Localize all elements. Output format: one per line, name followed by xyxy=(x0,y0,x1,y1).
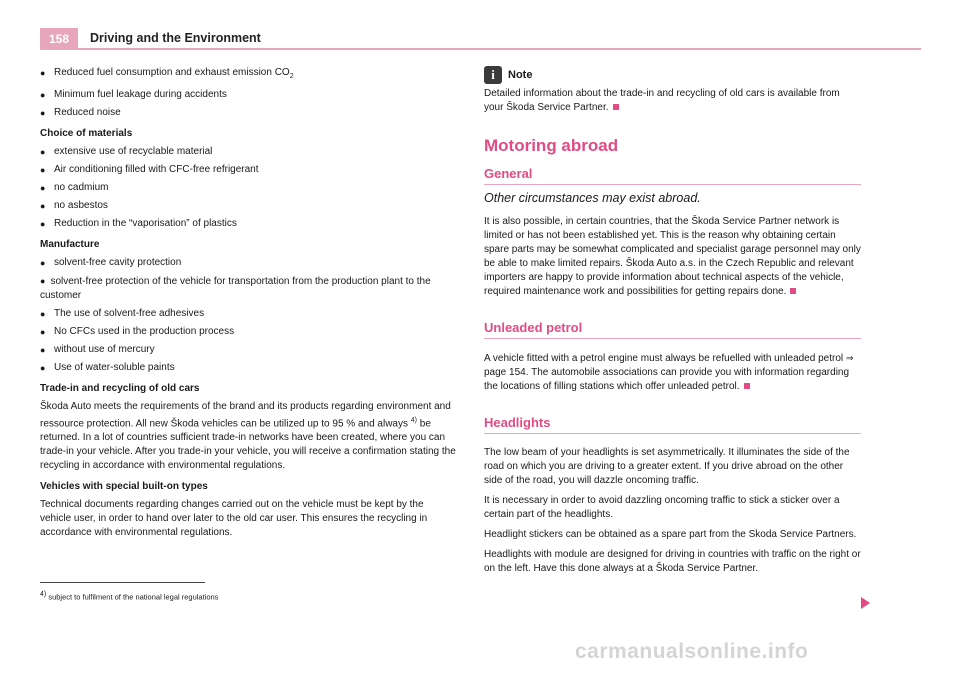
materials-heading: Choice of materials xyxy=(40,128,133,139)
unleaded-heading: Unleaded petrol xyxy=(484,321,861,339)
left-column xyxy=(40,66,456,546)
headlights-paragraph: The low beam of your headlights is set asymmetrically. It illuminates the side of the road on which you are driving to a greater extent. If you drive abroad on the other side of the road, you will dazzle oncoming traffic. xyxy=(484,447,850,486)
headlights-paragraph: It is necessary in order to avoid dazzling oncoming traffic to stick a sticker over a certain part of the headlights. xyxy=(484,495,840,520)
bullet-icon: ● xyxy=(40,90,46,100)
bullet-icon: ● xyxy=(40,108,46,118)
bullet-icon: ● xyxy=(40,327,46,337)
headlights-paragraph: Headlight stickers can be obtained as a spare part from the Skoda Service Partners. xyxy=(484,529,857,540)
page-number: 158 xyxy=(40,28,78,50)
end-of-section-icon xyxy=(613,104,619,110)
bullet-icon: ● xyxy=(40,258,46,268)
bullet-icon: ● xyxy=(40,183,46,193)
list-item: ● Reduction in the “vaporisation” of plastics xyxy=(40,218,237,229)
list-item: ● Minimum fuel leakage during accidents xyxy=(40,89,227,100)
page-header xyxy=(0,0,960,50)
special-paragraph: Technical documents regarding changes carried out on the vehicle must be kept by the vehicle user, in order to hand over later to the old car user. This ensures the recycling in accordance with environmental regulations. xyxy=(40,499,428,539)
list-item: ● extensive use of recyclable material xyxy=(40,146,213,157)
list-item: ● no cadmium xyxy=(40,182,109,193)
end-of-section-icon xyxy=(744,383,750,389)
header-rule xyxy=(40,48,921,50)
list-item: ● No CFCs used in the production process xyxy=(40,326,235,337)
footnote-ref: 4) xyxy=(410,417,418,424)
running-title: Driving and the Environment xyxy=(90,31,261,45)
cross-reference-arrow-icon: ⇒ xyxy=(845,353,854,363)
note-text: Detailed information about the trade-in and recycling of old cars is available from your Škoda Service Partner. xyxy=(484,88,840,113)
bullet-icon: ● xyxy=(40,201,46,211)
list-item: ● solvent-free protection of the vehicle for transportation from the production plant to the customer xyxy=(40,276,431,301)
tradein-paragraph: Škoda Auto meets the requirements of the brand and its products regarding environment and ressource protection. All new Škoda vehicles can be utilized up to 95 % and always $^{4)}$ be returned. In a lot of countries sufficient trade-in networks have been created, where you can trade-in your vehicle. After you trade-in your vehicle, you will receive a confirmation stating the recycling in accordance with environmental regulations. xyxy=(40,401,456,472)
bullet-icon: ● xyxy=(40,147,46,157)
note-title: Note xyxy=(508,69,533,81)
unleaded-paragraph: A vehicle fitted with a petrol engine must always be refuelled with unleaded petrol ⇒ page 154. The automobile associations can provide you with information regarding the locations of filling stations which offer unleaded petrol. xyxy=(484,353,854,392)
end-of-section-icon xyxy=(790,288,796,294)
bullet-icon: ● xyxy=(40,345,46,355)
list-item: ● no asbestos xyxy=(40,200,108,211)
bullet-icon: ● xyxy=(40,219,46,229)
continue-arrow-icon[interactable] xyxy=(861,597,870,609)
headlights-paragraph: Headlights with module are designed for driving in countries with traffic on the right or on the left. Have this done always at a Škoda Service Partner. xyxy=(484,549,861,574)
headlights-heading: Headlights xyxy=(484,416,861,434)
list-item: ● Air conditioning filled with CFC-free refrigerant xyxy=(40,164,259,175)
manufacture-heading: Manufacture xyxy=(40,239,100,250)
note-header xyxy=(484,66,861,84)
bullet-icon: ● xyxy=(40,363,46,373)
list-item: ● solvent-free cavity protection xyxy=(40,257,182,268)
section-title: Motoring abroad xyxy=(484,136,619,155)
list-item: ● Use of water-soluble paints xyxy=(40,362,175,373)
bullet-icon: ● xyxy=(40,68,46,78)
right-column xyxy=(484,66,861,582)
bullet-icon: ● xyxy=(40,165,46,175)
list-item: ● The use of solvent-free adhesives xyxy=(40,308,205,319)
general-heading: General xyxy=(484,167,861,185)
watermark: carmanualsonline.info xyxy=(575,640,809,663)
list-item: ● Reduced fuel consumption and exhaust emission $CO_2$ xyxy=(40,67,294,80)
special-heading: Vehicles with special built-on types xyxy=(40,481,208,493)
bullet-icon: ● xyxy=(40,309,46,319)
bullet-icon: ● xyxy=(40,276,46,286)
footnote: $^{4)}$ subject to fulfilment of the national legal regulations xyxy=(40,591,219,602)
tradein-heading: Trade-in and recycling of old cars xyxy=(40,383,200,394)
list-item: ● without use of mercury xyxy=(40,344,155,355)
general-lead: Other circumstances may exist abroad. xyxy=(484,191,701,205)
page-link[interactable]: page 154. The automobile associations can provide you with information regarding the locations of filling stations which offer unleaded petrol. xyxy=(484,367,850,392)
info-icon: i xyxy=(484,66,502,84)
general-paragraph: It is also possible, in certain countries, that the Škoda Service Partner network is limited or has not been established yet. This is the reason why obtaining certain spare parts may be somewhat complicated and specialist garage personnel may only be able to make limited repairs. Škoda Auto a.s. in the Czech Republic and relevant importers are happy to provide information about technical aspects of the vehicle, required maintenance work and possibilities for getting repairs done. xyxy=(484,216,861,297)
footnote-rule xyxy=(40,582,205,583)
list-item: ● Reduced noise xyxy=(40,107,121,118)
